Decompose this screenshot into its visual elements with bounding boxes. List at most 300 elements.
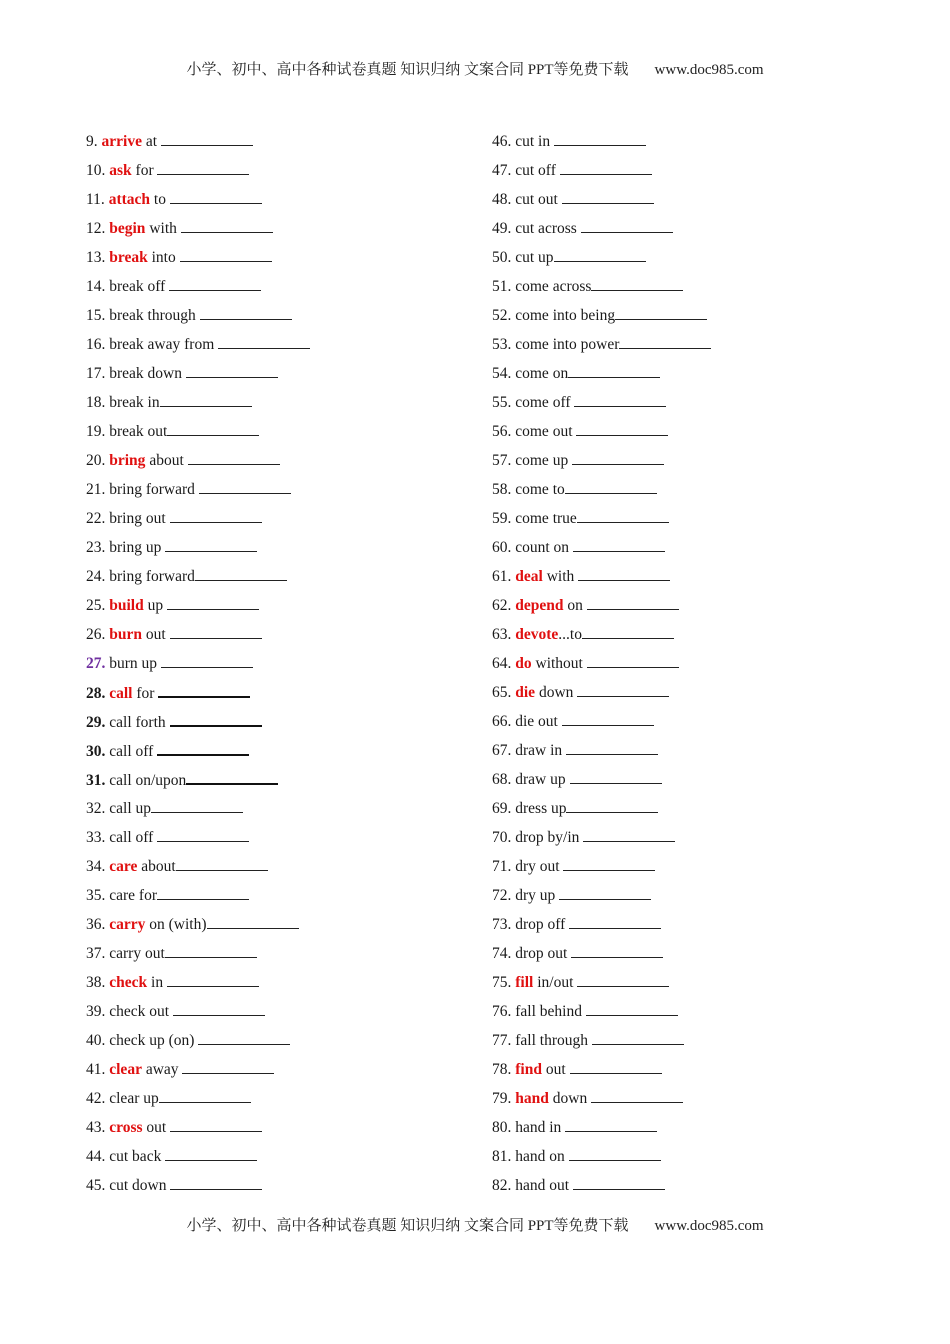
item-phrase: burn up — [109, 655, 158, 672]
answer-blank[interactable] — [591, 276, 683, 291]
phrase-item — [492, 218, 711, 247]
phrase-item — [86, 305, 310, 334]
item-keyword: die — [515, 684, 536, 701]
phrase-item — [492, 131, 711, 160]
item-number: 54. — [492, 365, 512, 382]
item-number: 16. — [86, 336, 106, 353]
answer-blank[interactable] — [554, 247, 646, 262]
item-phrase: check out — [109, 1003, 170, 1020]
item-number: 27. — [86, 655, 106, 672]
answer-blank[interactable] — [563, 856, 655, 871]
phrase-item — [492, 421, 711, 450]
answer-blank[interactable] — [200, 305, 292, 320]
answer-blank[interactable] — [591, 1088, 683, 1103]
item-number: 72. — [492, 887, 512, 904]
answer-blank[interactable] — [160, 392, 252, 407]
item-keyword: begin — [109, 220, 146, 237]
phrase-item — [86, 682, 310, 711]
phrase-item — [492, 189, 711, 218]
answer-blank[interactable] — [559, 885, 651, 900]
item-phrase: come out — [515, 423, 573, 440]
phrase-item — [492, 827, 711, 856]
item-keyword: devote — [515, 626, 559, 643]
answer-blank[interactable] — [568, 363, 660, 378]
phrase-item — [492, 711, 711, 740]
answer-blank[interactable] — [195, 566, 287, 581]
item-keyword: hand — [515, 1090, 549, 1107]
phrase-item — [86, 914, 310, 943]
phrase-item — [492, 624, 711, 653]
item-number: 69. — [492, 800, 512, 817]
item-keyword: attach — [108, 191, 151, 208]
item-phrase: in — [151, 974, 164, 991]
answer-blank[interactable] — [188, 450, 280, 465]
phrase-item — [86, 827, 310, 856]
answer-blank[interactable] — [186, 363, 278, 378]
answer-blank[interactable] — [581, 218, 673, 233]
answer-blank[interactable] — [571, 943, 663, 958]
footer-site: www.doc985.com — [654, 1218, 764, 1234]
item-keyword: clear — [109, 1061, 142, 1078]
item-phrase: on — [567, 597, 583, 614]
answer-blank[interactable] — [167, 421, 259, 436]
phrase-item — [86, 276, 310, 305]
item-phrase: cut out — [515, 191, 558, 208]
answer-blank[interactable] — [170, 508, 262, 523]
answer-blank[interactable] — [165, 943, 257, 958]
item-phrase: drop off — [515, 916, 566, 933]
item-phrase: draw in — [515, 742, 563, 759]
answer-blank[interactable] — [577, 682, 669, 697]
item-phrase: out — [145, 626, 166, 643]
item-number: 19. — [86, 423, 106, 440]
item-keyword: arrive — [101, 133, 142, 150]
item-phrase: bring out — [109, 510, 166, 527]
phrase-item — [86, 1175, 310, 1204]
item-number: 77. — [492, 1032, 512, 1049]
answer-blank[interactable] — [576, 421, 668, 436]
item-phrase: dress up — [515, 800, 567, 817]
item-phrase: away — [145, 1061, 179, 1078]
item-number: 68. — [492, 771, 512, 788]
answer-blank[interactable] — [198, 1030, 290, 1045]
item-keyword: build — [109, 597, 144, 614]
item-number: 30. — [86, 743, 106, 760]
phrase-item — [86, 1030, 310, 1059]
phrase-item — [86, 711, 310, 740]
item-number: 71. — [492, 858, 512, 875]
item-phrase: come into being — [515, 307, 616, 324]
answer-blank[interactable] — [570, 1059, 662, 1074]
item-number: 75. — [492, 974, 512, 991]
phrase-item — [86, 334, 310, 363]
phrase-item — [492, 1001, 711, 1030]
item-phrase: to — [153, 191, 166, 208]
item-phrase: about — [141, 858, 176, 875]
phrase-item — [492, 856, 711, 885]
item-keyword: cross — [109, 1119, 143, 1136]
phrase-item — [492, 392, 711, 421]
item-number: 9. — [86, 133, 98, 150]
item-number: 43. — [86, 1119, 106, 1136]
phrase-item — [492, 1059, 711, 1088]
phrase-item — [86, 218, 310, 247]
answer-blank[interactable] — [170, 189, 262, 204]
phrase-item — [86, 450, 310, 479]
answer-blank[interactable] — [586, 1001, 678, 1016]
item-number: 21. — [86, 481, 106, 498]
item-number: 67. — [492, 742, 512, 759]
phrase-item — [86, 1117, 310, 1146]
item-number: 13. — [86, 249, 106, 266]
phrase-item — [86, 624, 310, 653]
answer-blank[interactable] — [157, 160, 249, 175]
item-number: 34. — [86, 858, 106, 875]
item-number: 52. — [492, 307, 512, 324]
item-phrase: out — [545, 1061, 566, 1078]
item-phrase: up — [147, 597, 164, 614]
item-number: 41. — [86, 1061, 106, 1078]
item-phrase: bring forward — [109, 568, 195, 585]
phrase-item — [492, 276, 711, 305]
item-number: 66. — [492, 713, 512, 730]
answer-blank[interactable] — [169, 276, 261, 291]
item-number: 31. — [86, 772, 106, 789]
answer-blank[interactable] — [218, 334, 310, 349]
answer-blank[interactable] — [157, 827, 249, 842]
answer-blank[interactable] — [165, 1146, 257, 1161]
item-phrase: call up — [109, 800, 151, 817]
item-phrase: care for — [109, 887, 157, 904]
phrase-item — [492, 943, 711, 972]
answer-blank[interactable] — [565, 479, 657, 494]
phrase-item — [86, 363, 310, 392]
item-number: 79. — [492, 1090, 512, 1107]
item-number: 12. — [86, 220, 106, 237]
item-phrase: come off — [515, 394, 571, 411]
answer-blank[interactable] — [186, 769, 278, 785]
item-phrase: in/out — [537, 974, 574, 991]
phrase-item — [86, 537, 310, 566]
item-number: 51. — [492, 278, 512, 295]
item-phrase: call off — [109, 743, 154, 760]
answer-blank[interactable] — [167, 595, 259, 610]
item-phrase: about — [149, 452, 184, 469]
phrase-item — [86, 972, 310, 1001]
item-number: 57. — [492, 452, 512, 469]
item-phrase: dry up — [515, 887, 556, 904]
phrase-item — [492, 740, 711, 769]
phrase-item — [492, 914, 711, 943]
page-header — [0, 58, 950, 79]
item-phrase: break away from — [109, 336, 215, 353]
phrase-item — [86, 247, 310, 276]
item-number: 74. — [492, 945, 512, 962]
item-phrase: down — [538, 684, 574, 701]
answer-blank[interactable] — [151, 798, 243, 813]
answer-blank[interactable] — [562, 711, 654, 726]
item-number: 55. — [492, 394, 512, 411]
item-number: 37. — [86, 945, 106, 962]
item-number: 39. — [86, 1003, 106, 1020]
item-phrase: break off — [109, 278, 166, 295]
phrase-item — [492, 334, 711, 363]
item-phrase: break in — [109, 394, 160, 411]
item-phrase: drop by/in — [515, 829, 580, 846]
item-phrase: bring forward — [109, 481, 195, 498]
item-keyword: care — [109, 858, 138, 875]
phrase-item — [492, 160, 711, 189]
phrase-item — [86, 798, 310, 827]
answer-blank[interactable] — [583, 827, 675, 842]
answer-blank[interactable] — [573, 1175, 665, 1190]
item-phrase: die out — [515, 713, 558, 730]
footer-text: 小学、初中、高中各种试卷真题 知识归纳 文案合同 PPT等免费下载 — [186, 1218, 629, 1234]
phrase-item — [492, 566, 711, 595]
item-phrase: hand out — [515, 1177, 570, 1194]
item-number: 25. — [86, 597, 106, 614]
item-number: 53. — [492, 336, 512, 353]
item-phrase: carry out — [109, 945, 165, 962]
phrase-item — [86, 189, 310, 218]
answer-blank[interactable] — [582, 624, 674, 639]
answer-blank[interactable] — [182, 1059, 274, 1074]
item-number: 36. — [86, 916, 106, 933]
answer-blank[interactable] — [577, 972, 669, 987]
page-footer — [0, 1214, 950, 1235]
phrase-item — [492, 1030, 711, 1059]
answer-blank[interactable] — [566, 798, 658, 813]
phrase-item — [492, 653, 711, 682]
item-number: 45. — [86, 1177, 106, 1194]
item-keyword: bring — [109, 452, 146, 469]
item-phrase: check up (on) — [109, 1032, 195, 1049]
answer-blank[interactable] — [165, 537, 257, 552]
item-number: 20. — [86, 452, 106, 469]
item-phrase: for — [136, 685, 155, 702]
item-number: 33. — [86, 829, 106, 846]
phrase-item — [492, 769, 711, 798]
answer-blank[interactable] — [161, 653, 253, 668]
phrase-item — [86, 479, 310, 508]
item-phrase: cut off — [515, 162, 556, 179]
item-phrase: drop out — [515, 945, 568, 962]
item-number: 22. — [86, 510, 106, 527]
item-phrase: out — [146, 1119, 167, 1136]
answer-blank[interactable] — [181, 218, 273, 233]
item-keyword: burn — [109, 626, 142, 643]
phrase-item — [492, 885, 711, 914]
item-phrase: on (with) — [149, 916, 207, 933]
phrase-item — [492, 972, 711, 1001]
item-keyword: deal — [515, 568, 543, 585]
answer-blank[interactable] — [562, 189, 654, 204]
item-phrase: bring up — [109, 539, 162, 556]
phrase-item — [86, 160, 310, 189]
phrase-list-right — [492, 131, 711, 1204]
answer-blank[interactable] — [578, 566, 670, 581]
answer-blank[interactable] — [176, 856, 268, 871]
phrase-item — [492, 479, 711, 508]
item-number: 29. — [86, 714, 106, 731]
phrase-item — [492, 305, 711, 334]
item-number: 65. — [492, 684, 512, 701]
answer-blank[interactable] — [570, 769, 662, 784]
item-keyword: check — [109, 974, 148, 991]
item-number: 60. — [492, 539, 512, 556]
item-phrase: break down — [109, 365, 182, 382]
item-phrase: call on/upon — [109, 772, 187, 789]
item-keyword: ask — [109, 162, 132, 179]
item-phrase: come to — [515, 481, 565, 498]
item-keyword: carry — [109, 916, 146, 933]
answer-blank[interactable] — [170, 711, 262, 727]
answer-blank[interactable] — [180, 247, 272, 262]
item-number: 82. — [492, 1177, 512, 1194]
answer-blank[interactable] — [167, 972, 259, 987]
answer-blank[interactable] — [572, 450, 664, 465]
phrase-item — [492, 247, 711, 276]
item-number: 15. — [86, 307, 106, 324]
item-phrase: without — [535, 655, 583, 672]
item-phrase: cut across — [515, 220, 577, 237]
phrase-item — [492, 682, 711, 711]
item-number: 56. — [492, 423, 512, 440]
phrase-item — [492, 508, 711, 537]
item-number: 62. — [492, 597, 512, 614]
answer-blank[interactable] — [157, 740, 249, 756]
phrase-item — [86, 943, 310, 972]
phrase-item — [86, 1088, 310, 1117]
item-phrase: draw up — [515, 771, 566, 788]
item-number: 61. — [492, 568, 512, 585]
item-phrase: break through — [109, 307, 196, 324]
answer-blank[interactable] — [157, 885, 249, 900]
item-phrase: for — [135, 162, 154, 179]
item-number: 38. — [86, 974, 106, 991]
answer-blank[interactable] — [587, 653, 679, 668]
item-phrase: come up — [515, 452, 569, 469]
phrase-item — [86, 508, 310, 537]
item-keyword: call — [109, 685, 133, 702]
item-phrase: clear up — [109, 1090, 159, 1107]
item-number: 64. — [492, 655, 512, 672]
item-number: 14. — [86, 278, 106, 295]
item-number: 63. — [492, 626, 512, 643]
answer-blank[interactable] — [577, 508, 669, 523]
answer-blank[interactable] — [587, 595, 679, 610]
answer-blank[interactable] — [566, 740, 658, 755]
answer-blank[interactable] — [569, 1146, 661, 1161]
phrase-item — [492, 363, 711, 392]
phrase-item — [86, 885, 310, 914]
phrase-item — [86, 856, 310, 885]
item-phrase: call forth — [109, 714, 166, 731]
item-number: 23. — [86, 539, 106, 556]
item-phrase: break out — [109, 423, 168, 440]
item-phrase: cut down — [109, 1177, 167, 1194]
answer-blank[interactable] — [573, 537, 665, 552]
phrase-item — [86, 1001, 310, 1030]
item-keyword: find — [515, 1061, 542, 1078]
item-number: 59. — [492, 510, 512, 527]
item-number: 24. — [86, 568, 106, 585]
item-number: 49. — [492, 220, 512, 237]
phrase-item — [86, 392, 310, 421]
item-phrase: cut in — [515, 133, 551, 150]
phrase-item — [86, 653, 310, 682]
phrase-item — [492, 595, 711, 624]
item-number: 35. — [86, 887, 106, 904]
answer-blank[interactable] — [619, 334, 711, 349]
item-number: 10. — [86, 162, 106, 179]
answer-blank[interactable] — [170, 624, 262, 639]
item-phrase: call off — [109, 829, 154, 846]
phrase-item — [492, 1088, 711, 1117]
item-phrase: with — [149, 220, 177, 237]
item-phrase: at — [145, 133, 158, 150]
item-number: 70. — [492, 829, 512, 846]
item-phrase: come on — [515, 365, 569, 382]
item-number: 47. — [492, 162, 512, 179]
item-phrase: hand in — [515, 1119, 562, 1136]
item-keyword: break — [109, 249, 148, 266]
answer-blank[interactable] — [161, 131, 253, 146]
item-phrase: count on — [515, 539, 570, 556]
answer-blank[interactable] — [173, 1001, 265, 1016]
answer-blank[interactable] — [159, 1088, 251, 1103]
item-phrase: ...to — [558, 626, 582, 643]
answer-blank[interactable] — [569, 914, 661, 929]
item-number: 58. — [492, 481, 512, 498]
phrase-item — [492, 1117, 711, 1146]
item-phrase: cut back — [109, 1148, 162, 1165]
item-number: 44. — [86, 1148, 106, 1165]
answer-blank[interactable] — [565, 1117, 657, 1132]
phrase-item — [492, 450, 711, 479]
item-phrase: fall through — [515, 1032, 588, 1049]
item-number: 81. — [492, 1148, 512, 1165]
answer-blank[interactable] — [170, 1117, 262, 1132]
item-keyword: depend — [515, 597, 564, 614]
item-number: 42. — [86, 1090, 106, 1107]
item-phrase: come into power — [515, 336, 620, 353]
item-keyword: do — [515, 655, 532, 672]
answer-blank[interactable] — [560, 160, 652, 175]
item-number: 17. — [86, 365, 106, 382]
item-phrase: into — [151, 249, 176, 266]
answer-blank[interactable] — [574, 392, 666, 407]
answer-blank[interactable] — [554, 131, 646, 146]
answer-blank[interactable] — [170, 1175, 262, 1190]
answer-blank[interactable] — [615, 305, 707, 320]
answer-blank[interactable] — [158, 682, 250, 698]
header-site: www.doc985.com — [654, 62, 764, 78]
item-number: 11. — [86, 191, 105, 208]
phrase-item — [86, 131, 310, 160]
item-phrase: down — [552, 1090, 588, 1107]
answer-blank[interactable] — [199, 479, 291, 494]
item-phrase: with — [546, 568, 575, 585]
phrase-item — [86, 1059, 310, 1088]
phrase-item — [492, 798, 711, 827]
item-phrase: fall behind — [515, 1003, 582, 1020]
item-number: 46. — [492, 133, 512, 150]
phrase-item — [86, 421, 310, 450]
answer-blank[interactable] — [592, 1030, 684, 1045]
answer-blank[interactable] — [207, 914, 299, 929]
item-phrase: hand on — [515, 1148, 565, 1165]
